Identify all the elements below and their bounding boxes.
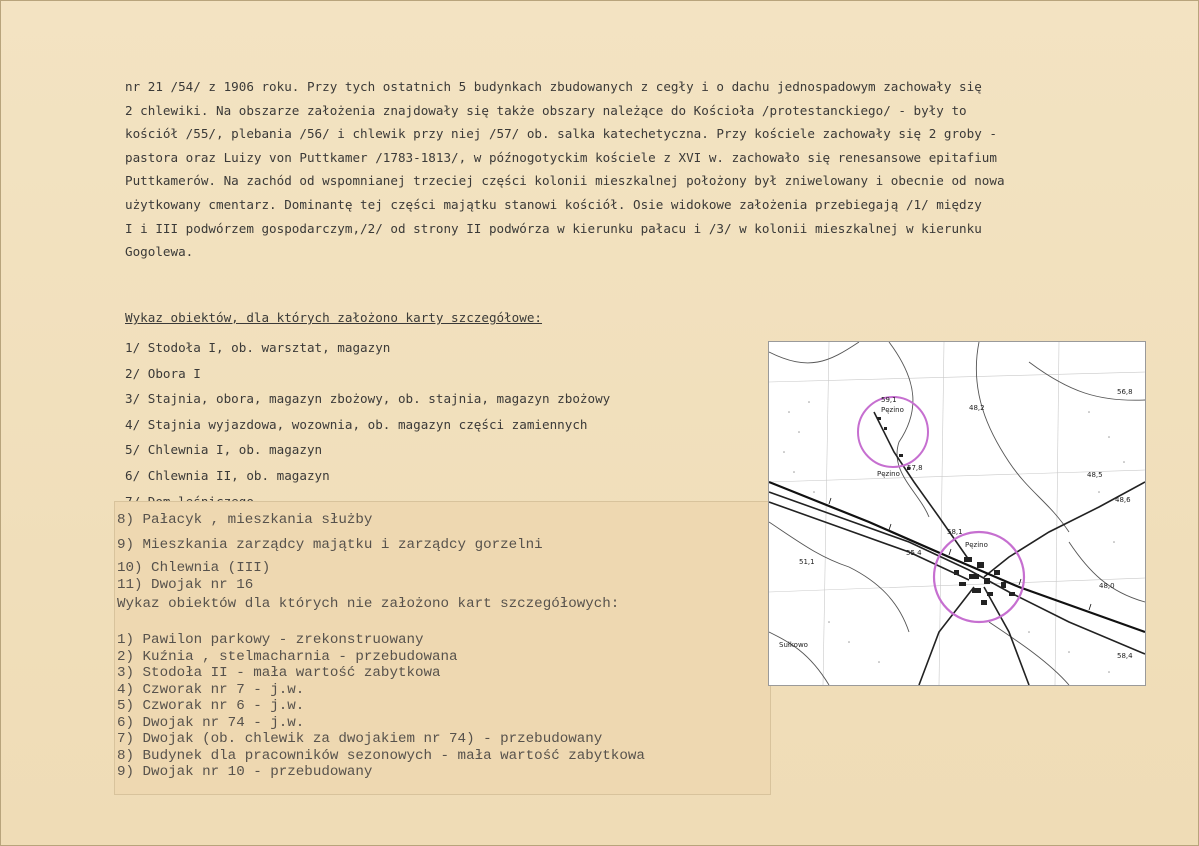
paragraph-line: Gogolewa. (125, 244, 194, 260)
list-item: 8) Pałacyk , mieszkania służby (117, 512, 373, 528)
map-label: 58,1 (947, 528, 963, 536)
map-label: 58,4 (1117, 652, 1133, 660)
list-item: 2/ Obora I (125, 365, 201, 381)
list-item: 1) Pawilon parkowy - zrekonstruowany (117, 632, 424, 648)
list-item: 9) Mieszkania zarządcy majątku i zarządcy gorzelni (117, 536, 543, 553)
map-label: Pęzino (877, 470, 900, 478)
slip-list-continued (117, 508, 543, 557)
paragraph-line: I i III podwórzem gospodarczym,/2/ od strony II podwórza w kierunku pałacu i /3/ w kolonii mieszkalnej w kierunku (125, 220, 982, 236)
heading-detailed-objects: Wykaz obiektów, dla których założono karty szczegółowe: (125, 310, 543, 325)
map-drawing (769, 342, 1145, 685)
paragraph-line: Puttkamerów. Na zachód od wspomnianej trzeciej części kolonii mieszkalnej położony był zniwelowany i obecnie od nowa (125, 173, 1005, 189)
map-label: 59,1 (881, 396, 897, 404)
paragraph-line: 2 chlewiki. Na obszarze założenia znajdowały się także obszary należące do Kościoła /protestanckiego/ - były to (125, 102, 967, 118)
map-label: 51,1 (799, 558, 815, 566)
paragraph (125, 75, 1165, 264)
map-label: 57,8 (907, 464, 923, 472)
list-item: 5) Czworak nr 6 - j.w. (117, 698, 305, 714)
list-item: 3/ Stajnia, obora, magazyn zbożowy, ob. stajnia, magazyn zbożowy (125, 391, 611, 407)
not-detailed-objects-list (117, 632, 645, 781)
slip-list-continued-2 (117, 560, 270, 593)
list-item: 11) Dwojak nr 16 (117, 576, 254, 593)
list-item: 4) Czworak nr 7 - j.w. (117, 681, 305, 698)
map-label: 48,0 (1099, 582, 1115, 590)
map-label: Pęzino (965, 541, 988, 549)
map-label: 48,2 (969, 404, 985, 412)
detailed-objects-list (125, 335, 610, 514)
list-item: 6/ Chlewnia II, ob. magazyn (125, 467, 330, 483)
map-label: 48,5 (1087, 471, 1103, 479)
list-item: 5/ Chlewnia I, ob. magazyn (125, 442, 323, 458)
list-item: 6) Dwojak nr 74 - j.w. (117, 714, 305, 731)
list-item: 9) Dwojak nr 10 - przebudowany (117, 764, 373, 780)
map-label: 55,4 (906, 549, 922, 557)
list-item: 7) Dwojak (ob. chlewik za dwojakiem nr 74) - przebudowany (117, 731, 603, 747)
map-label: 56,8 (1117, 388, 1133, 396)
list-item: 8) Budynek dla pracowników sezonowych - mała wartość zabytkowa (117, 747, 645, 764)
heading-not-detailed-objects: Wykaz obiektów dla których nie założono kart szczegółowych: (117, 596, 620, 612)
list-item: 10) Chlewnia (III) (117, 560, 271, 576)
paragraph-line: nr 21 /54/ z 1906 roku. Przy tych ostatnich 5 budynkach zbudowanych z cegły i o dachu jednospadowym zachowały się (125, 79, 982, 94)
paragraph-line: użytkowany cmentarz. Dominantę tej części majątku stanowi kościół. Osie widokowe założenia przebiegają /1/ między (125, 196, 982, 212)
list-item: 2) Kuźnia , stelmacharnia - przebudowana (117, 648, 458, 665)
list-item: 1/ Stodoła I, ob. warsztat, magazyn (125, 340, 391, 355)
map-label: Pęzino (881, 406, 904, 414)
map-label: 48,6 (1115, 496, 1131, 504)
paragraph-line: kościół /55/, plebania /56/ i chlewik przy niej /57/ ob. salka katechetyczna. Przy kościele zachowały się 2 groby - (125, 126, 997, 142)
paragraph-line: pastora oraz Luizy von Puttkamer /1783-1813/, w późnogotyckim kościele z XVI w. zachowało się renesansowe epitafium (125, 149, 997, 165)
pasted-slip (114, 501, 771, 795)
map-fragment (768, 341, 1146, 686)
list-item: 3) Stodoła II - mała wartość zabytkowa (117, 665, 441, 681)
map-label: Sułkowo (779, 641, 808, 649)
list-item: 4/ Stajnia wyjazdowa, wozownia, ob. magazyn części zamiennych (125, 416, 588, 432)
